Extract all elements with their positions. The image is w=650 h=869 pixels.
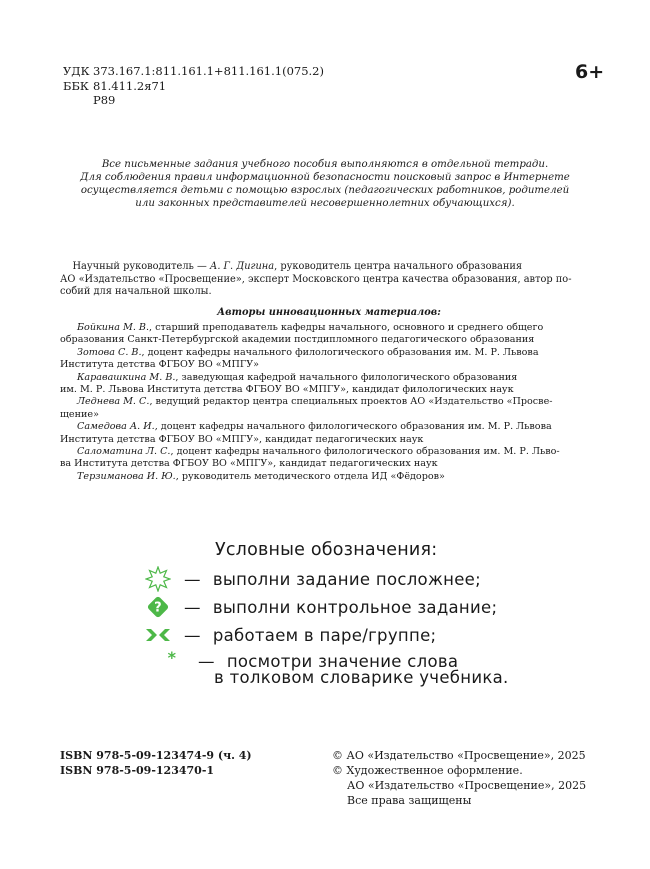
udk-label: УДК bbox=[63, 64, 90, 78]
legend-dash: — bbox=[198, 651, 215, 671]
author-name: Терзиманова И. Ю. bbox=[77, 470, 176, 482]
author-name: Каравашкина М. В. bbox=[77, 371, 176, 383]
author-entry: Самедова А. И., доцент кафедры начального филологического образования им. М. Р. Львова bbox=[77, 421, 552, 433]
supervisor-line-2: АО «Издательство «Просвещение», эксперт Московского центра качества образования, автор по- bbox=[60, 273, 572, 285]
author-entry: Терзиманова И. Ю., руководитель методического отдела ИД «Фёдоров» bbox=[77, 470, 445, 482]
bbk-value: 81.411.2я71 bbox=[93, 78, 167, 93]
pair-arrows-icon bbox=[140, 622, 176, 648]
copyright-line: Все права защищены bbox=[347, 794, 472, 807]
author-entry: Саломатина Л. С., доцент кафедры начального филологического образования им. М. Р. Льво- bbox=[77, 446, 560, 458]
legend-text: посмотри значение слова bbox=[226, 651, 459, 671]
author-entry-cont: Института детства ФГБОУ ВО «МПГУ» bbox=[60, 359, 260, 371]
author-entry-cont: им. М. Р. Львова Института детства ФГБОУ ВО «МПГУ», кандидат филологических наук bbox=[60, 384, 514, 396]
legend-continuation: в толковом словарике учебника. bbox=[214, 668, 509, 687]
legend-text: выполни задание посложнее; bbox=[212, 569, 481, 589]
authors-heading: Авторы инновационных материалов: bbox=[217, 307, 441, 318]
supervisor-rest: , руководитель центра начального образования bbox=[274, 261, 523, 272]
italic-note bbox=[72, 158, 578, 210]
note-line: Для соблюдения правил информационной безопасности поисковый запрос в Интернете bbox=[80, 172, 570, 183]
star-burst-icon bbox=[140, 566, 176, 592]
author-name: Самедова А. И. bbox=[77, 421, 155, 433]
copyright-block bbox=[332, 748, 586, 808]
bbk-row bbox=[63, 79, 324, 94]
author-entry-cont: ва Института детства ФГБОУ ВО «МПГУ», кандидат педагогических наук bbox=[60, 458, 438, 470]
isbn-block bbox=[60, 748, 252, 778]
legend-dash: — bbox=[184, 569, 201, 589]
bbk-label: ББК bbox=[63, 78, 89, 93]
legend-text: работаем в паре/группе; bbox=[212, 625, 437, 645]
legend-item-harder-task bbox=[140, 566, 481, 592]
authors-list bbox=[60, 322, 598, 483]
legend-title: Условные обозначения: bbox=[215, 540, 438, 560]
legend-dash: — bbox=[184, 597, 201, 617]
supervisor-prefix: Научный руководитель — bbox=[72, 261, 210, 272]
author-entry: Леднева М. С., ведущий редактор центра специальных проектов АО «Издательство «Просве- bbox=[77, 396, 553, 408]
author-name: Леднева М. С. bbox=[77, 396, 150, 408]
author-entry: Бойкина М. В., старший преподаватель кафедры начального, основного и среднего общего bbox=[77, 322, 544, 333]
age-rating: 6+ bbox=[575, 61, 605, 83]
legend-text: выполни контрольное задание; bbox=[212, 597, 498, 617]
author-entry: Зотова С. В., доцент кафедры начального филологического образования им. М. Р. Львова bbox=[77, 346, 539, 358]
udk-value: 373.167.1:811.161.1+811.161.1(075.2) bbox=[93, 64, 324, 78]
classification-block bbox=[63, 64, 324, 108]
legend-item-pair-work bbox=[140, 622, 436, 648]
author-name: Зотова С. В. bbox=[77, 346, 142, 358]
author-entry: Каравашкина М. В., заведующая кафедрой начального филологического образования bbox=[77, 371, 518, 383]
copyright-line: © АО «Издательство «Просвещение», 2025 bbox=[332, 749, 586, 762]
note-line: Все письменные задания учебного пособия выполняются в отдельной тетради. bbox=[101, 159, 549, 170]
copyright-line: АО «Издательство «Просвещение», 2025 bbox=[347, 779, 587, 792]
author-mark: Р89 bbox=[93, 93, 116, 107]
legend-item-control-task bbox=[140, 594, 497, 620]
author-entry-cont: образования Санкт-Петербургской академии постдипломного педагогического образования bbox=[60, 334, 535, 346]
asterisk-icon: * bbox=[167, 648, 177, 667]
author-entry-cont: щение» bbox=[60, 408, 99, 420]
isbn-line: ISBN 978-5-09-123474-9 (ч. 4) bbox=[60, 749, 252, 762]
author-name: Саломатина Л. С. bbox=[77, 446, 171, 458]
supervisor-name: А. Г. Дигина bbox=[209, 261, 275, 272]
isbn-line: ISBN 978-5-09-123470-1 bbox=[60, 764, 215, 777]
copyright-line: © Художественное оформление. bbox=[332, 764, 523, 777]
udk-row bbox=[63, 64, 324, 79]
supervisor-paragraph bbox=[60, 261, 598, 299]
author-entry-cont: Института детства ФГБОУ ВО «МПГУ», кандидат педагогических наук bbox=[60, 433, 424, 445]
note-line: осуществляется детьми с помощью взрослых (педагогических работников, родителей bbox=[80, 185, 570, 196]
note-line: или законных представителей несовершеннолетних обучающихся). bbox=[135, 198, 515, 209]
svg-text:?: ? bbox=[154, 600, 162, 616]
author-mark-row bbox=[63, 93, 324, 108]
supervisor-line-3: собий для начальной школы. bbox=[60, 286, 212, 297]
question-diamond-icon bbox=[140, 594, 176, 620]
legend-dash: — bbox=[184, 625, 201, 645]
author-name: Бойкина М. В. bbox=[77, 322, 150, 333]
